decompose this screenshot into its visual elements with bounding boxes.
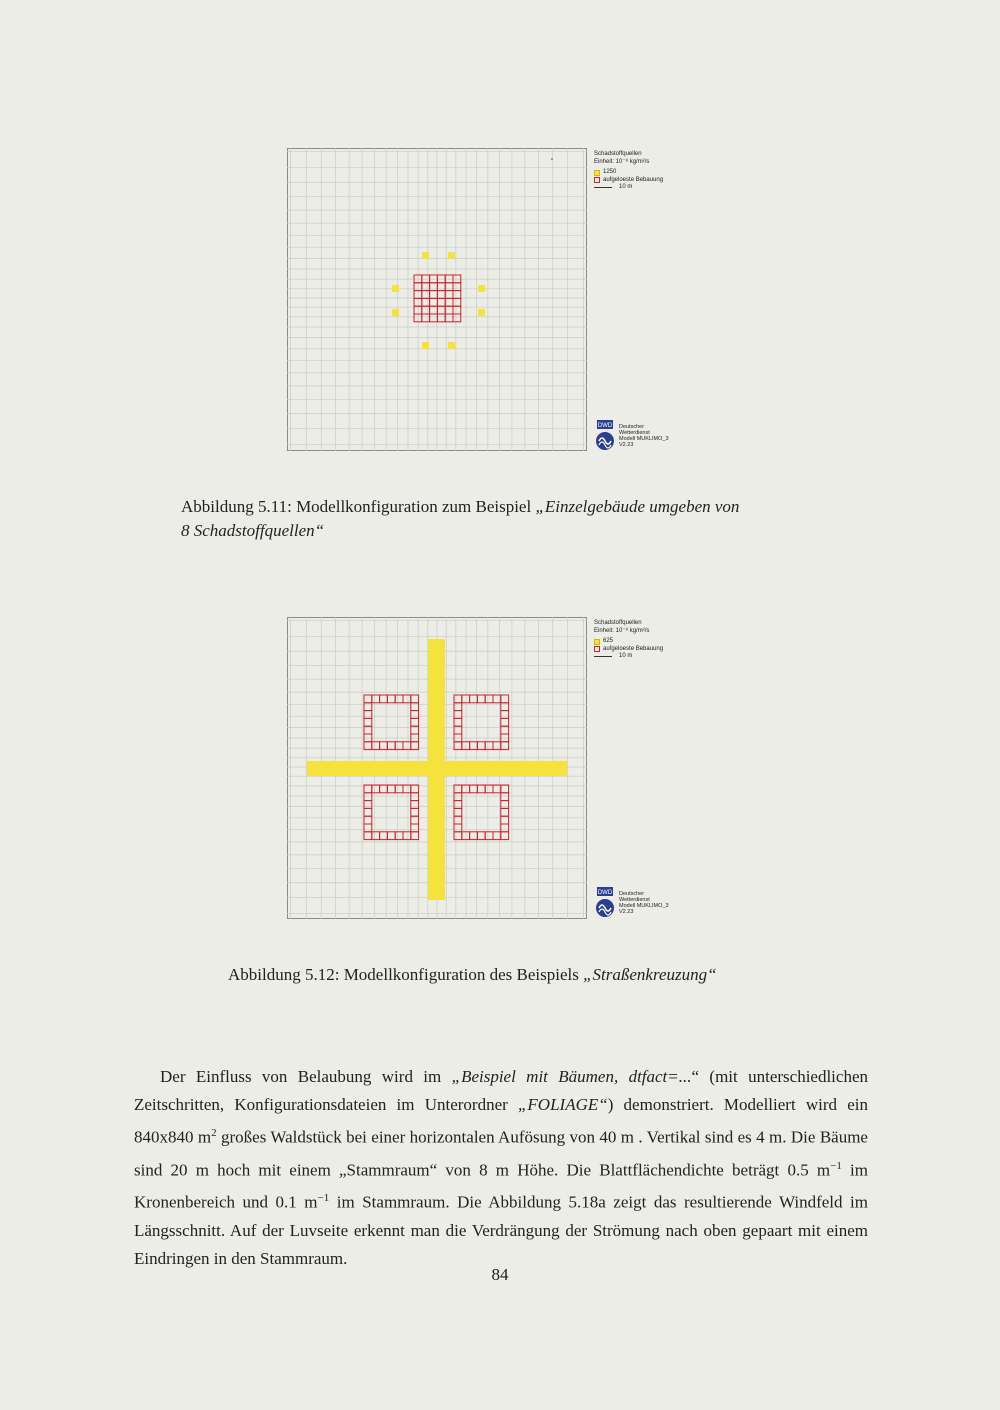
para-text-3: ) demonstriert. Modelliert wird ein 840x840 m <box>134 1095 868 1147</box>
caption-title: „Straßenkreuzung“ <box>583 965 717 984</box>
para-text-5: im Kronenbereich und 0.1 m <box>134 1160 868 1212</box>
figure-5-11 <box>287 148 587 451</box>
legend-source-value: 1250 <box>603 169 617 175</box>
body-paragraph <box>134 1063 868 1273</box>
figure-5-11-caption <box>181 495 841 543</box>
para-italic-1: „Beispiel mit Bäumen, dtfact=... <box>451 1067 692 1086</box>
legend-title: Schadstoffquellen <box>594 620 642 626</box>
logo-line-1: Deutscher <box>619 424 645 430</box>
pollution-source <box>422 252 429 259</box>
logo-line-3: Modell MUKLIMO_3 <box>619 903 669 909</box>
legend-building-label: aufgeloeste Bebauung <box>603 176 664 183</box>
source-swatch-icon <box>594 639 600 645</box>
building-swatch-icon <box>594 177 600 183</box>
pollution-source <box>422 342 429 349</box>
para-text-2: “ (mit unterschiedlichen Zeitschritten, Konfigurationsdateien im Unterordner <box>134 1067 868 1114</box>
pollution-source <box>448 342 455 349</box>
dot-marker <box>551 158 553 160</box>
para-text-4: großes Waldstück bei einer horizontalen Aufösung von 40 m . Vertikal sind es 4 m. Die Bäume sind 20 m hoch mit einem „Stammraum“ von 8 m Höhe. Die Blattflächendichte beträgt 0.5 m <box>134 1127 868 1180</box>
para-sup-2: −1 <box>830 1159 842 1172</box>
legend-building-label: aufgeloeste Bebauung <box>603 645 664 652</box>
scale-bar-icon <box>594 187 612 188</box>
logo-line-2: Wetterdienst <box>619 897 650 903</box>
para-sup-3: −1 <box>317 1192 330 1205</box>
caption-prefix: Abbildung 5.12: Modellkonfiguration des Beispiels <box>228 965 584 984</box>
caption-prefix: Abbildung 5.11: Modellkonfiguration zum Beispiel <box>181 497 536 516</box>
figure-5-12-legend <box>594 620 663 661</box>
pollution-source <box>392 285 399 292</box>
legend-scale-label: 10 m <box>619 653 633 659</box>
pollution-source <box>448 252 455 259</box>
pollution-source <box>478 309 485 316</box>
caption-title: „Einzelgebäude umgeben von <box>535 497 740 516</box>
legend-unit: Einheit: 10⁻⁸ kg/m²/s <box>594 158 650 165</box>
legend-scale-label: 10 m <box>619 184 633 190</box>
logo-line-1: Deutscher <box>619 891 645 897</box>
figure-5-12-logo <box>595 887 669 919</box>
building-swatch-icon <box>594 646 600 652</box>
figure-5-11-plot <box>287 148 587 451</box>
para-text-6: im Stammraum. Die Abbildung 5.18a zeigt das resultierende Windfeld im Längsschnitt. Auf der Luvseite erkennt man die Verdrängung der Strömung nach oben gepaart mit einem Eindringen in den Stammraum. <box>134 1192 868 1268</box>
caption-title-line2: 8 Schadstoffquellen“ <box>181 521 325 540</box>
figure-5-11-logo <box>595 420 669 452</box>
legend-unit: Einheit: 10⁻⁸ kg/m²/s <box>594 627 650 634</box>
scale-bar-icon <box>594 656 612 657</box>
para-text-1: Der Einfluss von Belaubung wird im <box>160 1067 452 1086</box>
dwd-badge-text: DWD <box>597 423 613 429</box>
legend-title: Schadstoffquellen <box>594 151 642 157</box>
logo-line-4: V2.23 <box>619 442 634 448</box>
dwd-badge-text: DWD <box>597 890 613 896</box>
source-swatch-icon <box>594 170 600 176</box>
pollution-source <box>478 285 485 292</box>
logo-line-3: Modell MUKLIMO_3 <box>619 436 669 442</box>
pollution-source <box>392 309 399 316</box>
para-italic-2: „FOLIAGE“ <box>517 1095 608 1114</box>
legend-source-value: 625 <box>603 638 614 644</box>
logo-line-4: V2.23 <box>619 909 634 915</box>
dwd-logo-icon <box>595 420 615 452</box>
dwd-logo-icon <box>595 887 615 919</box>
logo-line-2: Wetterdienst <box>619 430 650 436</box>
figure-5-12-plot <box>287 617 587 919</box>
figure-5-12-caption <box>228 963 828 987</box>
page-number: 84 <box>491 1265 509 1284</box>
street-horizontal-source <box>307 761 567 776</box>
para-sup-1: 2 <box>211 1127 217 1139</box>
figure-5-11-legend <box>594 151 663 192</box>
figure-5-12 <box>287 617 587 919</box>
